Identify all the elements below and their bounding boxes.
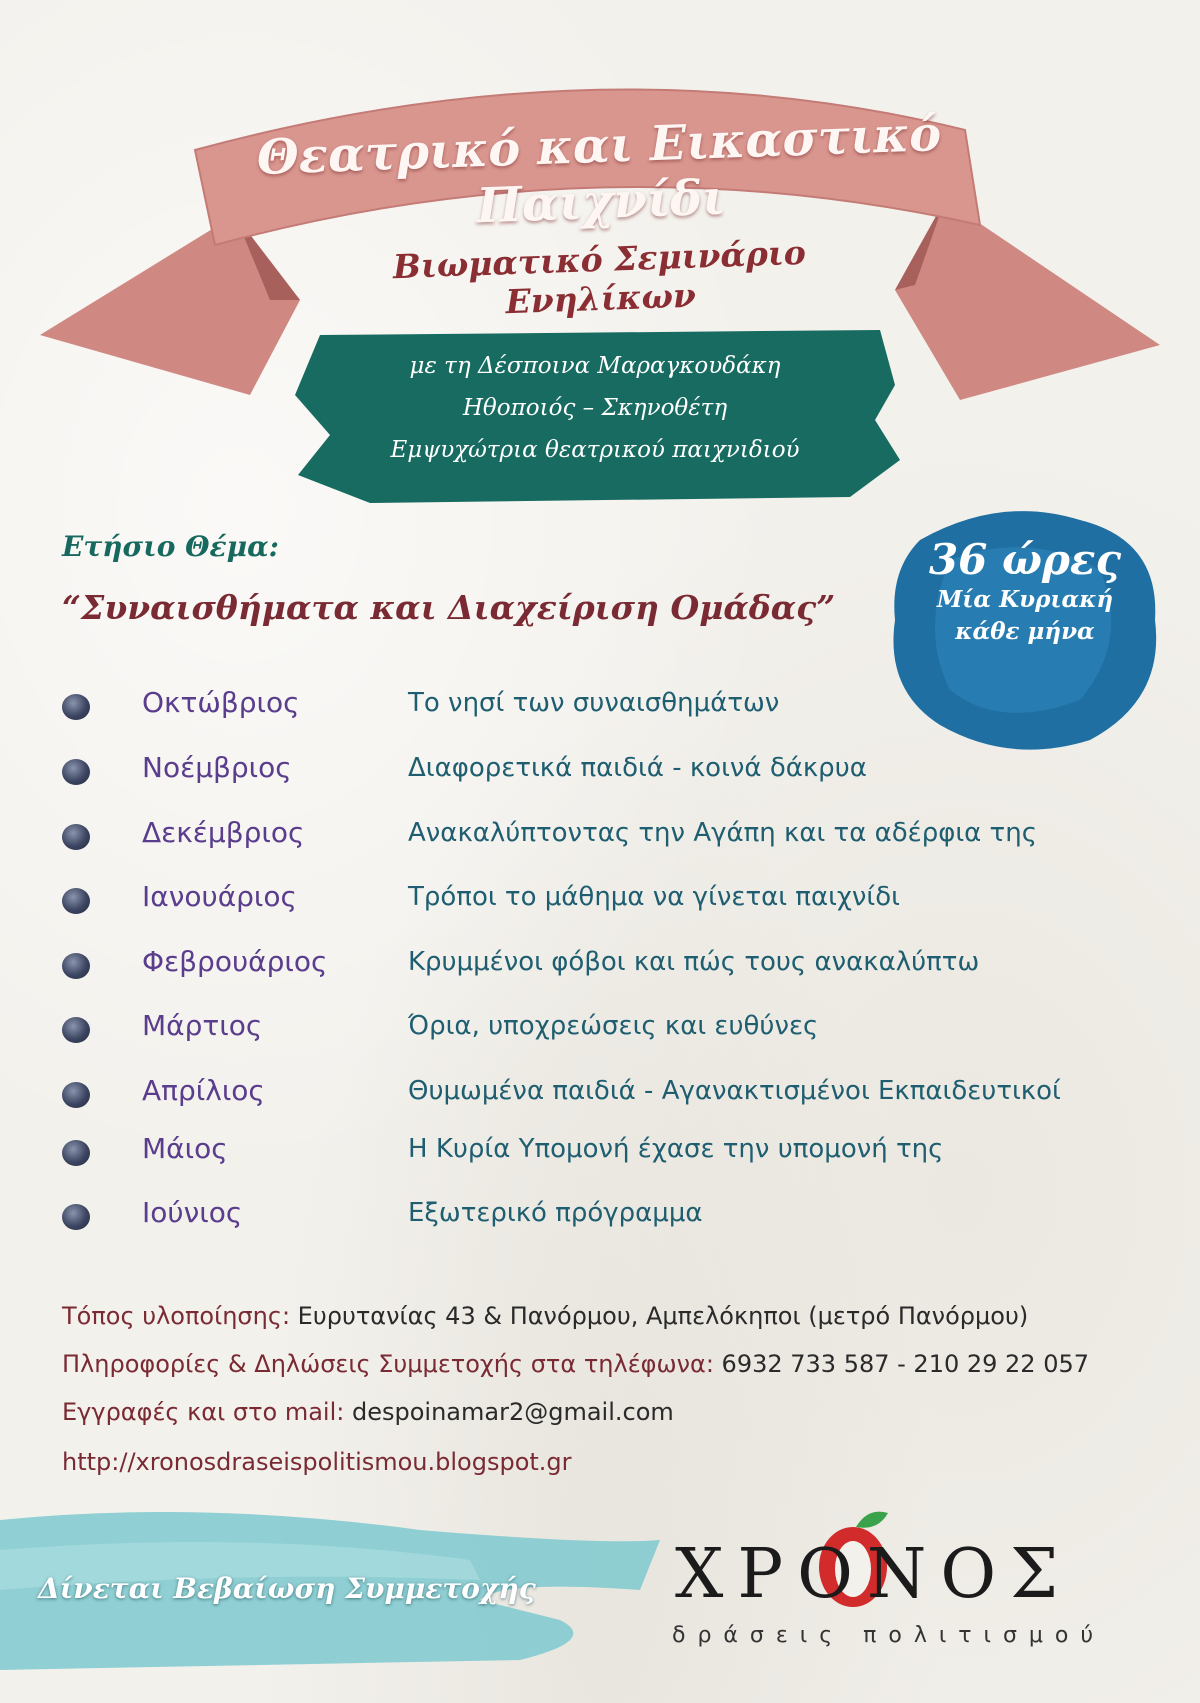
schedule-row (0, 1068, 1200, 1118)
schedule-month: Δεκέμβριος (142, 816, 305, 849)
mail-line (62, 1398, 674, 1426)
schedule-topic: Η Κυρία Υπομονή έχασε την υπομονή της (408, 1134, 944, 1164)
badge-line-2: κάθε μήνα (955, 618, 1095, 645)
schedule-topic: Κρυμμένοι φόβοι και πώς τους ανακαλύπτω (408, 947, 980, 977)
schedule-topic: Το νησί των συναισθημάτων (408, 688, 780, 718)
hours-badge (895, 535, 1155, 648)
schedule-row (0, 1126, 1200, 1176)
bullet-icon (62, 694, 90, 720)
badge-hours: 36 ώρες (928, 535, 1122, 584)
schedule-month: Ιανουάριος (142, 880, 297, 913)
instructor-role: Ηθοποιός – Σκηνοθέτη (462, 395, 728, 421)
schedule-month: Ιούνιος (142, 1196, 243, 1229)
venue-value: Ευρυτανίας 43 & Πανόρμου, Αμπελόκηποι (μετρό Πανόρμου) (297, 1302, 1029, 1330)
schedule-row (0, 939, 1200, 989)
schedule-month: Οκτώβριος (142, 686, 300, 719)
instructor-name: με τη Δέσποινα Μαραγκουδάκη (409, 353, 781, 379)
theme-label: Ετήσιο Θέμα: (62, 530, 279, 563)
bullet-icon (62, 953, 90, 979)
schedule-month: Νοέμβριος (142, 751, 292, 784)
schedule-row (0, 1003, 1200, 1053)
schedule-month: Μάιος (142, 1132, 228, 1165)
logo-wordmark: ΧΡΟΝΟΣ (675, 1535, 1073, 1614)
bullet-icon (62, 1204, 90, 1230)
mail-link[interactable]: despoinamar2@gmail.com (351, 1398, 674, 1426)
website-link[interactable]: http://xronosdraseispolitismou.blogspot.gr (62, 1448, 572, 1476)
schedule-month: Φεβρουάριος (142, 945, 328, 978)
bullet-icon (62, 888, 90, 914)
schedule-month: Απρίλιος (142, 1074, 265, 1107)
venue-line (62, 1302, 1028, 1330)
bullet-icon (62, 824, 90, 850)
poster-title: Θεατρικό και Εικαστικό Παιχνίδι (255, 106, 943, 235)
ribbon-left-tail (40, 215, 300, 395)
phone-line (62, 1350, 1089, 1378)
schedule-month: Μάρτιος (142, 1009, 263, 1042)
schedule-row (0, 745, 1200, 795)
schedule-topic: Εξωτερικό πρόγραμμα (408, 1198, 703, 1228)
instructor-specialty: Εμψυχώτρια θεατρικού παιχνιδιού (390, 437, 800, 463)
schedule-row (0, 874, 1200, 924)
bullet-icon (62, 1082, 90, 1108)
instructor-info (300, 345, 890, 471)
schedule-row (0, 1190, 1200, 1240)
badge-line-1: Μία Κυριακή (936, 586, 1114, 613)
poster-subtitle: Βιωματικό Σεμινάριο Ενηλίκων (392, 232, 807, 322)
bullet-icon (62, 759, 90, 785)
venue-label: Τόπος υλοποίησης: (62, 1302, 291, 1330)
bullet-icon (62, 1140, 90, 1166)
schedule-topic: Τρόποι το μάθημα να γίνεται παιχνίδι (408, 882, 900, 912)
schedule-row (0, 810, 1200, 860)
theme-title: “Συναισθήματα και Διαχείριση Ομάδας” (62, 588, 836, 627)
bullet-icon (62, 1017, 90, 1043)
schedule-row (0, 680, 1200, 730)
schedule-topic: Όρια, υποχρεώσεις και ευθύνες (408, 1011, 819, 1041)
phone-value: 6932 733 587 - 210 29 22 057 (721, 1350, 1089, 1378)
mail-label: Εγγραφές και στο mail: (62, 1398, 345, 1426)
schedule-topic: Θυμωμένα παιδιά - Αγανακτισμένοι Εκπαιδευτικοί (408, 1076, 1061, 1106)
schedule-topic: Ανακαλύπτοντας την Αγάπη και τα αδέρφια της (408, 818, 1037, 848)
ribbon-right-tail (895, 200, 1160, 400)
logo-tagline: δράσεις πολιτισμού (672, 1623, 1106, 1648)
certificate-note: Δίνεται Βεβαίωση Συμμετοχής (38, 1572, 536, 1605)
schedule-topic: Διαφορετικά παιδιά - κοινά δάκρυα (408, 753, 867, 783)
phone-label: Πληροφορίες & Δηλώσεις Συμμετοχής στα τηλέφωνα: (62, 1350, 714, 1378)
